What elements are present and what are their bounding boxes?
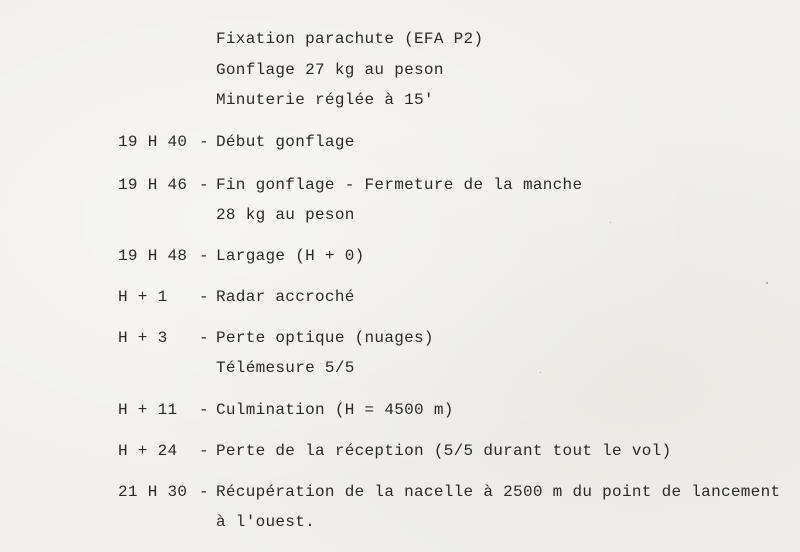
- entry-time: H + 24: [118, 442, 178, 460]
- paper-speck: [766, 282, 768, 284]
- intro-line-minuterie: Minuterie réglée à 15': [216, 91, 434, 109]
- entry-time: H + 3: [118, 329, 168, 347]
- entry-dash: -: [199, 401, 209, 419]
- entry-time: H + 11: [118, 401, 178, 419]
- entry-dash: -: [199, 442, 209, 460]
- entry-text: Perte optique (nuages): [216, 329, 434, 347]
- intro-line-gonflage: Gonflage 27 kg au peson: [216, 61, 444, 79]
- entry-text: Fin gonflage - Fermeture de la manche: [216, 176, 583, 194]
- entry-time: 19 H 48: [118, 247, 188, 265]
- entry-dash: -: [199, 247, 209, 265]
- entry-dash: -: [199, 288, 209, 306]
- intro-line-parachute: Fixation parachute (EFA P2): [216, 30, 484, 48]
- entry-text: Perte de la réception (5/5 durant tout le vol): [216, 442, 672, 460]
- entry-text: Radar accroché: [216, 288, 355, 306]
- entry-dash: -: [199, 176, 209, 194]
- entry-text: Début gonflage: [216, 133, 355, 151]
- entry-dash: -: [199, 483, 209, 501]
- entry-time: H + 1: [118, 288, 168, 306]
- entry-dash: -: [199, 133, 209, 151]
- entry-text: Largage (H + 0): [216, 247, 365, 265]
- entry-text-continuation: 28 kg au peson: [216, 206, 355, 224]
- entry-text-continuation: Télémesure 5/5: [216, 359, 355, 377]
- entry-text: Récupération de la nacelle à 2500 m du point de lancement: [216, 483, 781, 501]
- entry-text: Culmination (H = 4500 m): [216, 401, 454, 419]
- entry-time: 19 H 40: [118, 133, 188, 151]
- paper-speck: [540, 372, 541, 373]
- paper-speck: [610, 222, 611, 223]
- entry-text-continuation: à l'ouest.: [216, 513, 316, 531]
- entry-dash: -: [199, 329, 209, 347]
- entry-time: 21 H 30: [118, 483, 188, 501]
- entry-time: 19 H 46: [118, 176, 188, 194]
